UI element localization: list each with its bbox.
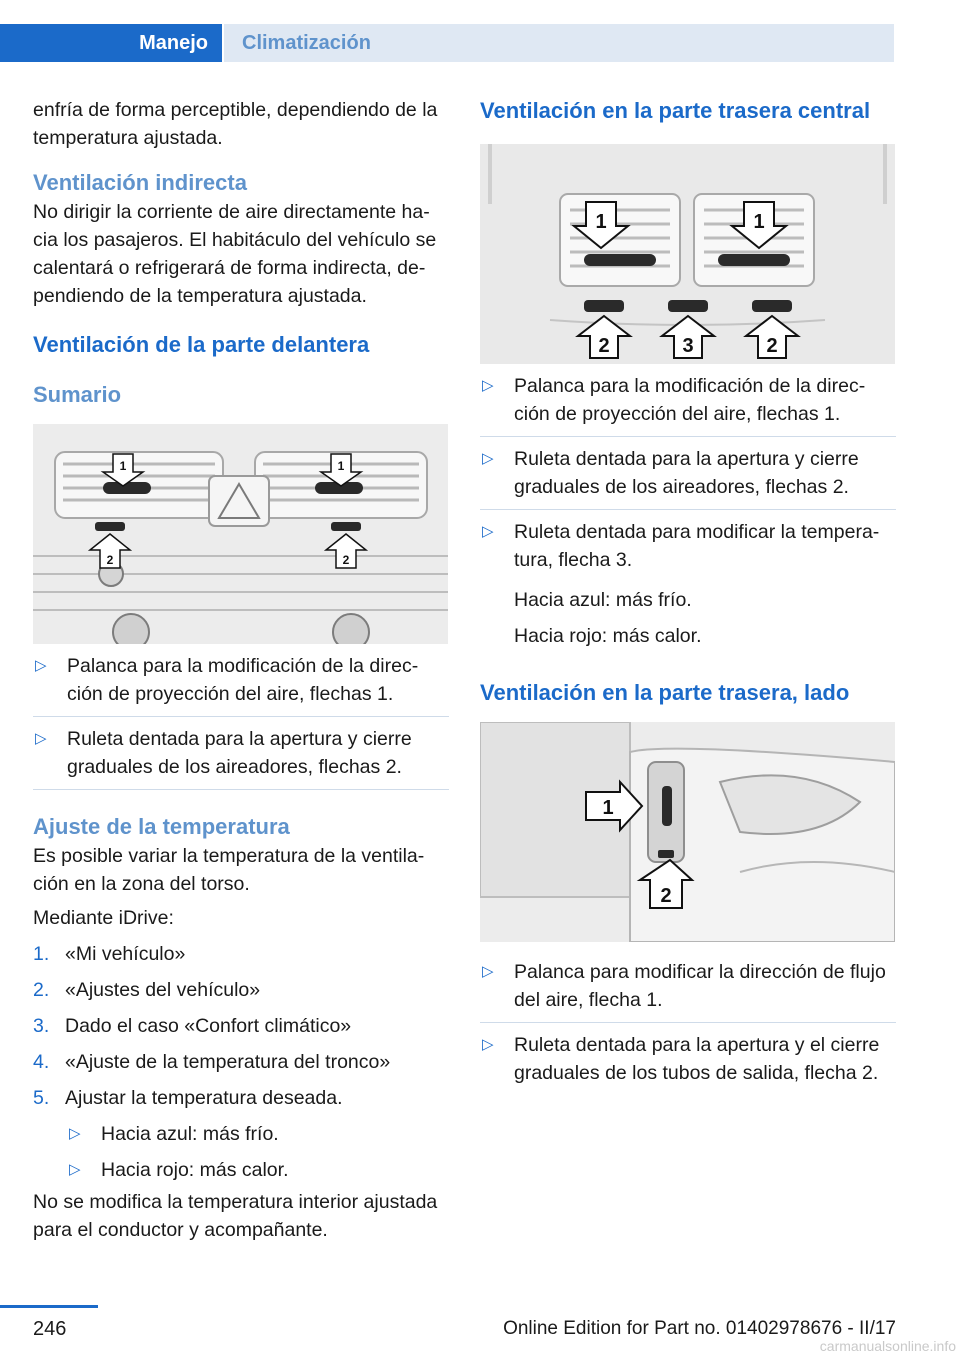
tab-manejo[interactable]: Manejo [0,24,222,62]
front-vents-figure [33,424,448,644]
temp-text: Es posible variar la temperatura de la ventila‐ción en la zona del torso. [33,845,425,895]
rear-center-label-1a: 1 [595,211,607,233]
front-label-1b: 1 [337,459,345,473]
triangle-bullet-icon: ▷ [482,377,494,394]
intro-text: enfría de forma perceptible, dependiendo de la temperatura ajustada. [33,99,438,149]
left-column [33,96,449,1244]
rear-side-figure [480,722,895,942]
rear-center-bullet-list [480,364,896,582]
list-item: 5. Ajustar la temperatura deseada. [33,1087,343,1109]
triangle-bullet-icon: ▷ [35,730,47,747]
front-label-2b: 2 [342,553,350,567]
list-item: ▷ Ruleta dentada para modificar la tempera‐tura, flecha 3. [480,510,896,582]
rear-center-label-3: 3 [682,335,694,357]
rear-center-label-2b: 2 [766,335,778,357]
front-vents-illustration [33,424,448,644]
edition-text: Online Edition for Part no. 01402978676 - II/17 [503,1318,896,1339]
tab-climatizacion[interactable]: Climatización [224,24,894,62]
indirect-text: No dirigir la corriente de aire directamente ha‐cia los pasajeros. El habitáculo del vehículo se calentará o refrigerará de forma indirecta, de‐pendiendo de la temperatura ajustada. [33,201,437,307]
triangle-bullet-icon: ▷ [482,523,494,540]
list-item: 2. «Ajustes del vehículo» [33,979,261,1001]
front-label-1a: 1 [119,459,127,473]
front-bullet-list [33,644,449,790]
rear-center-label-2a: 2 [598,335,610,357]
list-item: 3. Dado el caso «Confort climático» [33,1015,352,1037]
triangle-bullet-icon: ▷ [482,450,494,467]
front-label-2a: 2 [106,553,114,567]
list-item: ▷ Ruleta dentada para la apertura y cierre graduales de los aireadores, flechas 2. [33,717,449,790]
rear-center-label-1b: 1 [753,211,765,233]
rear-side-label-1: 1 [602,797,614,819]
list-item: ▷ Palanca para la modificación de la direc‐ción de proyección del aire, flechas 1. [33,644,449,717]
closing-text: No se modifica la temperatura interior ajustada para el conductor y acompañante. [33,1191,438,1241]
triangle-bullet-icon: ▷ [35,657,47,674]
rear-center-extra-2: Hacia rojo: más calor. [514,625,702,647]
triangle-bullet-icon: ▷ [69,1161,81,1178]
footer-accent-line [0,1305,98,1308]
rear-side-bullet-list [480,950,896,1095]
right-column [480,96,896,1095]
step-sub-list [33,1116,449,1188]
list-item: 4. «Ajuste de la temperatura del tronco» [33,1051,391,1073]
list-item: ▷ Hacia rojo: más calor. [67,1152,449,1188]
indirect-heading: Ventilación indirecta [33,170,247,195]
rear-side-heading: Ventilación en la parte trasera, lado [480,680,850,705]
page-number: 246 [33,1318,67,1340]
list-item: ▷ Palanca para la modificación de la direc‐ción de proyección del aire, flechas 1. [480,364,896,437]
summary-heading: Sumario [33,382,122,407]
front-heading: Ventilación de la parte delantera [33,332,370,357]
steps-list [33,936,449,1116]
rear-center-figure [480,144,895,364]
list-item: ▷ Palanca para modificar la dirección de flujo del aire, flecha 1. [480,950,896,1023]
rear-center-illustration [480,144,895,364]
temp-heading: Ajuste de la temperatura [33,814,290,839]
page-header [0,0,960,64]
idrive-label: Mediante iDrive: [33,907,174,929]
list-item: ▷ Ruleta dentada para la apertura y cierre graduales de los aireadores, flechas 2. [480,437,896,510]
rear-side-illustration [480,722,895,942]
triangle-bullet-icon: ▷ [69,1125,81,1142]
list-item: ▷ Ruleta dentada para la apertura y el cierre graduales de los tubos de salida, flecha 2. [480,1023,896,1095]
triangle-bullet-icon: ▷ [482,1036,494,1053]
triangle-bullet-icon: ▷ [482,963,494,980]
rear-center-extra-1: Hacia azul: más frío. [514,589,692,611]
rear-center-heading: Ventilación en la parte trasera central [480,98,871,123]
rear-side-label-2: 2 [660,885,672,907]
list-item: ▷ Hacia azul: más frío. [67,1116,449,1152]
watermark: carmanualsonline.info [819,1338,956,1354]
list-item: 1. «Mi vehículo» [33,943,186,965]
